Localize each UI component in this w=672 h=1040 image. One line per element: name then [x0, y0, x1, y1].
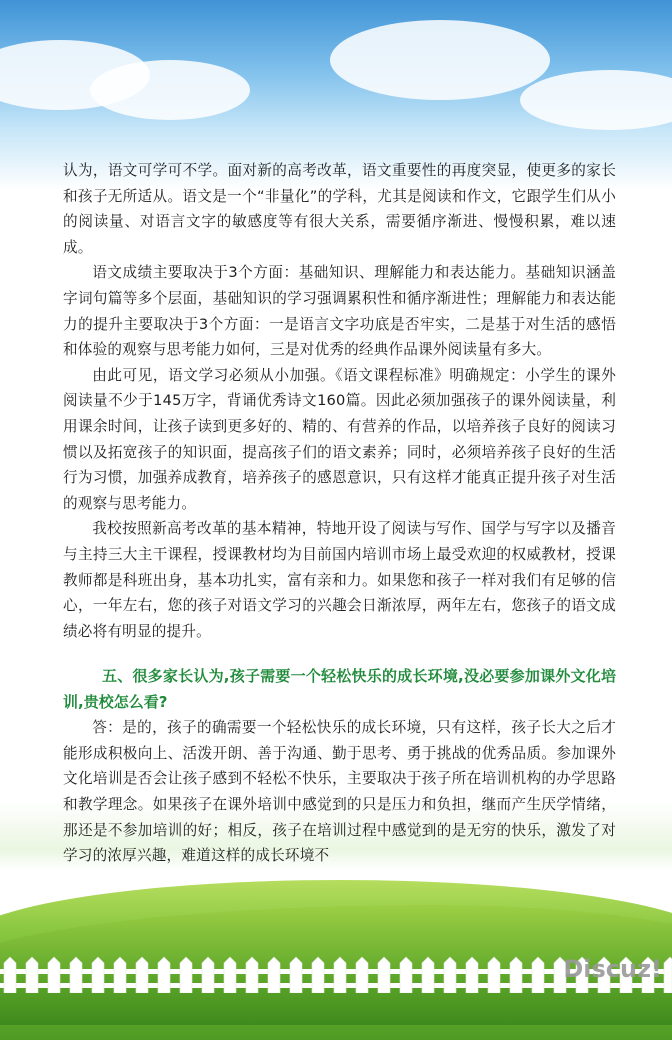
cloud — [90, 60, 250, 120]
cloud — [330, 20, 550, 100]
paragraph: 由此可见，语文学习必须从小加强。《语文课程标准》明确规定：小学生的课外阅读量不少于145万字，背诵优秀诗文160篇。因此必须加强孩子的课外阅读量，利用课余时间，让孩子读到更多好的、精的、有营养的作品，以培养孩子良好的阅读习惯以及拓宽孩子的知识面，提高孩子们的语文素养；同时，必须培养孩子良好的生活行为习惯，加强养成教育，培养孩子的感恩意识，只有这样才能真正提升孩子对生活的观察与思考能力。 — [63, 366, 616, 512]
paragraph: 语文成绩主要取决于3个方面：基础知识、理解能力和表达能力。基础知识涵盖字词句篇等多个层面，基础知识的学习强调累积性和循序渐进性；理解能力和表达能力的提升主要取决于3个方面：一是语言文字功底是否牢实，二是基于对生活的感悟和体验的观察与思考能力如何，三是对优秀的经典作品课外阅读量有多大。 — [63, 264, 616, 359]
paragraph: 我校按照新高考改革的基本精神，特地开设了阅读与写作、国学与写字以及播音与主持三大主干课程，授课教材均为目前国内培训市场上最受欢迎的权威教材，授课教师都是科班出身，基本功扎实，富有亲和力。如果您和孩子一样对我们有足够的信心，一年左右，您的孩子对语文学习的兴趣会日渐浓厚，两年左右，您孩子的语文成绩必将有明显的提升。 — [63, 520, 616, 640]
paragraph: 认为，语文可学可不学。面对新的高考改革，语文重要性的再度突显，使更多的家长和孩子无所适从。语文是一个“非量化”的学科，尤其是阅读和作文，它跟学生们从小的阅读量、对语言文字的敏感度等有很大关系，需要循序渐进、慢慢积累，难以速成。 — [63, 162, 616, 256]
answer-paragraph: 答：是的，孩子的确需要一个轻松快乐的成长环境，只有这样，孩子长大之后才能形成积极向上、活泼开朗、善于沟通、勤于思考、勇于挑战的优秀品质。参加课外文化培训是否会让孩子感到不轻松不快乐，主要取决于孩子所在培训机构的办学思路和教学理念。如果孩子在课外培训中感觉到的只是压力和负担，继而产生厌学情绪，那还是不参加培训的好；相反，孩子在培训过程中感觉到的是无穷的快乐，激发了对学习的浓厚兴趣，难道这样的成长环境不 — [63, 719, 616, 865]
discuz-watermark: Discuz! — [563, 955, 662, 983]
question-heading: 五、很多家长认为,孩子需要一个轻松快乐的成长环境,没必要参加课外文化培训,贵校怎么看? — [63, 667, 616, 711]
article-body — [63, 158, 616, 869]
